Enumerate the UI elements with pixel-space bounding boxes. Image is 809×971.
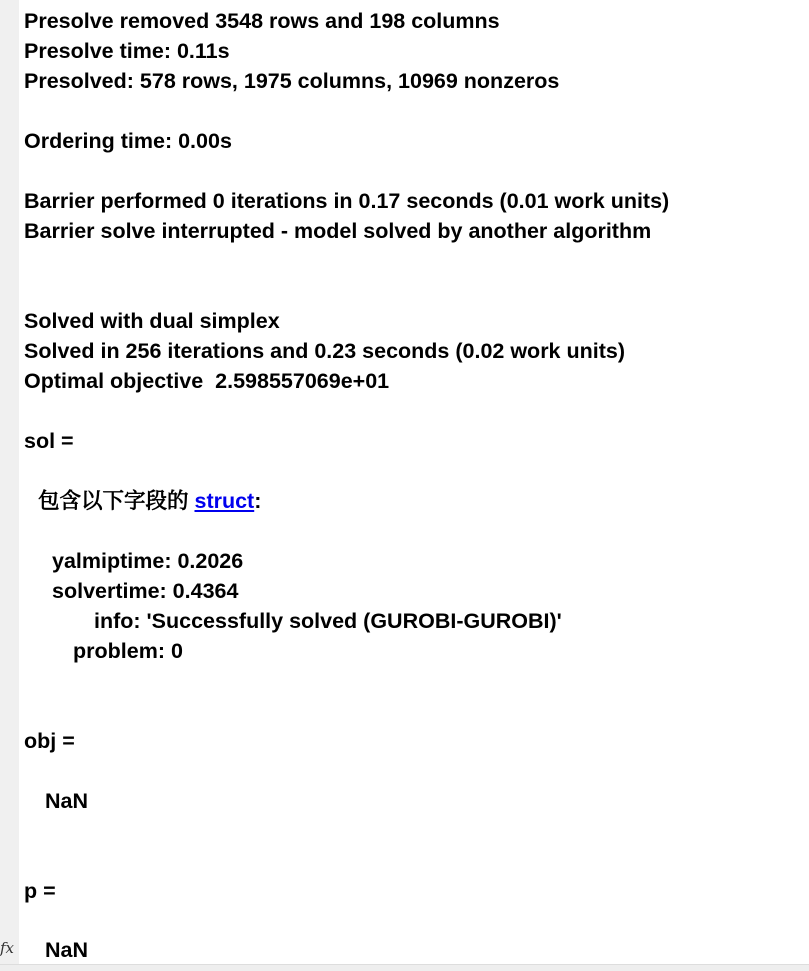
field-yalmiptime: yalmiptime: 0.2026 (52, 549, 244, 573)
output-line-solved-in: Solved in 256 iterations and 0.23 seconds (0.02 work units) (24, 339, 626, 363)
field-solvertime: solvertime: 0.4364 (52, 579, 239, 603)
struct-prefix: 包含以下字段的 (38, 489, 195, 513)
output-line-presolve-removed: Presolve removed 3548 rows and 198 columns (24, 9, 500, 33)
command-gutter (0, 0, 19, 971)
output-line-barrier-performed: Barrier performed 0 iterations in 0.17 seconds (0.01 work units) (24, 189, 670, 213)
output-var-p: p = (24, 879, 56, 903)
struct-suffix: : (254, 489, 262, 513)
fx-icon[interactable]: fx (0, 939, 15, 957)
output-line-presolved: Presolved: 578 rows, 1975 columns, 10969 nonzeros (24, 69, 560, 93)
output-line-ordering-time: Ordering time: 0.00s (24, 129, 232, 153)
output-line-optimal-objective: Optimal objective 2.598557069e+01 (24, 369, 390, 393)
console-output (19, 0, 809, 971)
struct-link[interactable]: struct (194, 489, 255, 513)
output-line-solved-method: Solved with dual simplex (24, 309, 280, 333)
struct-description (38, 486, 261, 516)
output-line-presolve-time: Presolve time: 0.11s (24, 39, 230, 63)
p-value: NaN (45, 938, 89, 962)
output-var-sol: sol = (24, 429, 74, 453)
obj-value: NaN (45, 789, 89, 813)
command-bottom-bar (0, 964, 809, 971)
field-info: info: 'Successfully solved (GUROBI-GUROBI)' (94, 609, 562, 633)
output-var-obj: obj = (24, 729, 75, 753)
field-problem: problem: 0 (73, 639, 183, 663)
output-line-barrier-interrupted: Barrier solve interrupted - model solved by another algorithm (24, 219, 652, 243)
